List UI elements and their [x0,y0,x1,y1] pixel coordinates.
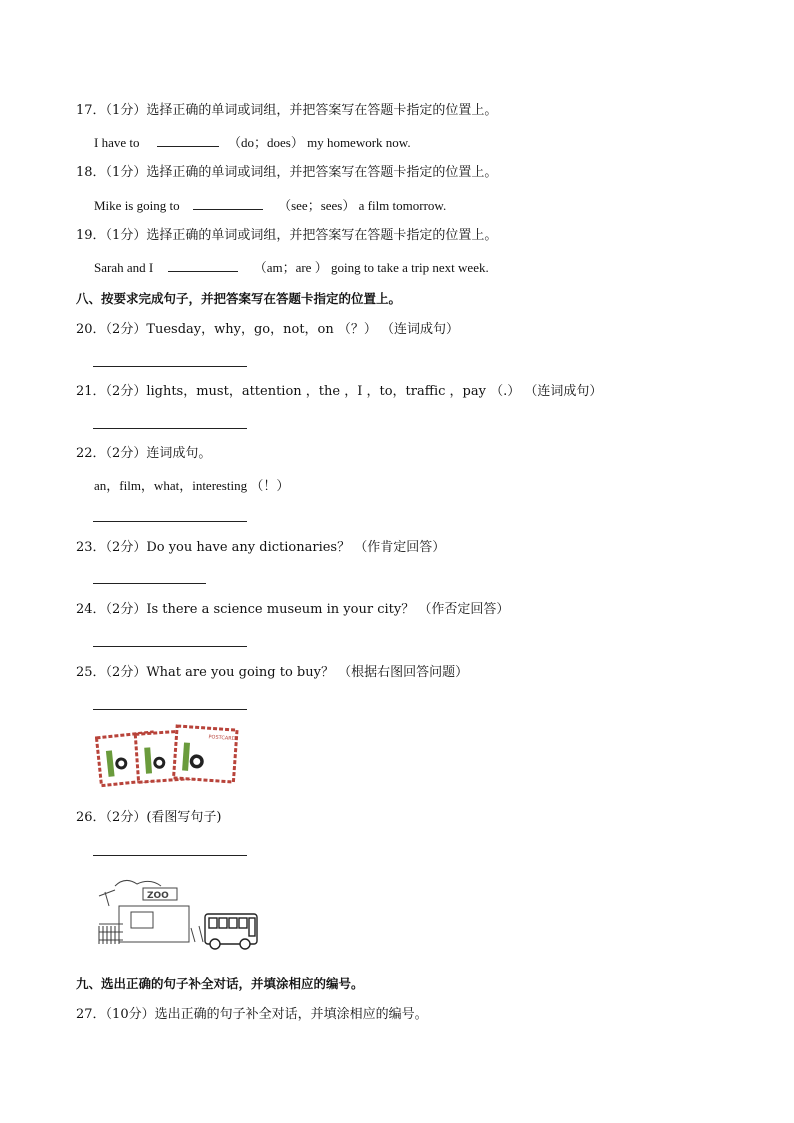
section-9-heading: 九、选出正确的句子补全对话，并填涂相应的编号。 [76,976,364,991]
q17-blank[interactable] [157,133,219,147]
q23-answer-line[interactable] [93,583,206,584]
q19-options: （am；are ） [253,260,328,275]
q18-head: 18．（1分）选择正确的单词或词组，并把答案写在答题卡指定的位置上。 [76,165,498,180]
zoo-bus-image [95,872,259,954]
q25-prompt: 25．（2分）What are you going to buy？ （根据右图回答问题） [76,665,469,680]
q21-answer-line[interactable] [93,428,247,429]
section-8-heading: 八、按要求完成句子，并把答案写在答题卡指定的位置上。 [76,291,402,306]
q18-sentence [94,196,446,215]
q17-options: （do；does） [227,135,304,150]
q20-answer-line[interactable] [93,366,247,367]
q22-answer-line[interactable] [93,521,247,522]
q18-options: （see；sees） [278,198,356,213]
q27-prompt: 27．（10分）选出正确的句子补全对话，并填涂相应的编号。 [76,1007,428,1022]
q17-post: my homework now. [307,135,411,150]
q21-prompt: 21．（2分）lights，must，attention ，the ，I ，to，traffic ，pay （.） （连词成句） [76,384,603,399]
q22-head: 22．（2分）连词成句。 [76,446,212,461]
q24-answer-line[interactable] [93,646,247,647]
q20-prompt: 20．（2分）Tuesday，why，go，not，on （？） （连词成句） [76,322,460,337]
q17-sentence [94,133,411,152]
q24-prompt: 24．（2分）Is there a science museum in your city？ （作否定回答） [76,602,510,617]
zoo-sign: ZOO [147,891,169,901]
q22-words: an，film，what，interesting （！） [94,478,290,493]
q18-pre: Mike is going to [94,198,180,213]
q19-sentence [94,258,489,277]
q19-post: going to take a trip next week. [330,260,489,275]
q23-prompt: 23．（2分）Do you have any dictionaries？ （作肯定回答） [76,540,446,555]
q25-answer-line[interactable] [93,709,247,710]
postcard-label: POSTCARD [208,734,236,743]
postcards-image [95,724,241,790]
q19-head: 19．（1分）选择正确的单词或词组，并把答案写在答题卡指定的位置上。 [76,228,498,243]
q18-blank[interactable] [193,196,263,210]
q19-blank[interactable] [168,258,238,272]
q26-answer-line[interactable] [93,855,247,856]
q17-pre: I have to [94,135,140,150]
q17-head: 17．（1分）选择正确的单词或词组，并把答案写在答题卡指定的位置上。 [76,103,498,118]
q19-pre: Sarah and I [94,260,154,275]
q26-prompt: 26．（2分）(看图写句子) [76,810,222,825]
q18-post: a film tomorrow. [358,198,447,213]
